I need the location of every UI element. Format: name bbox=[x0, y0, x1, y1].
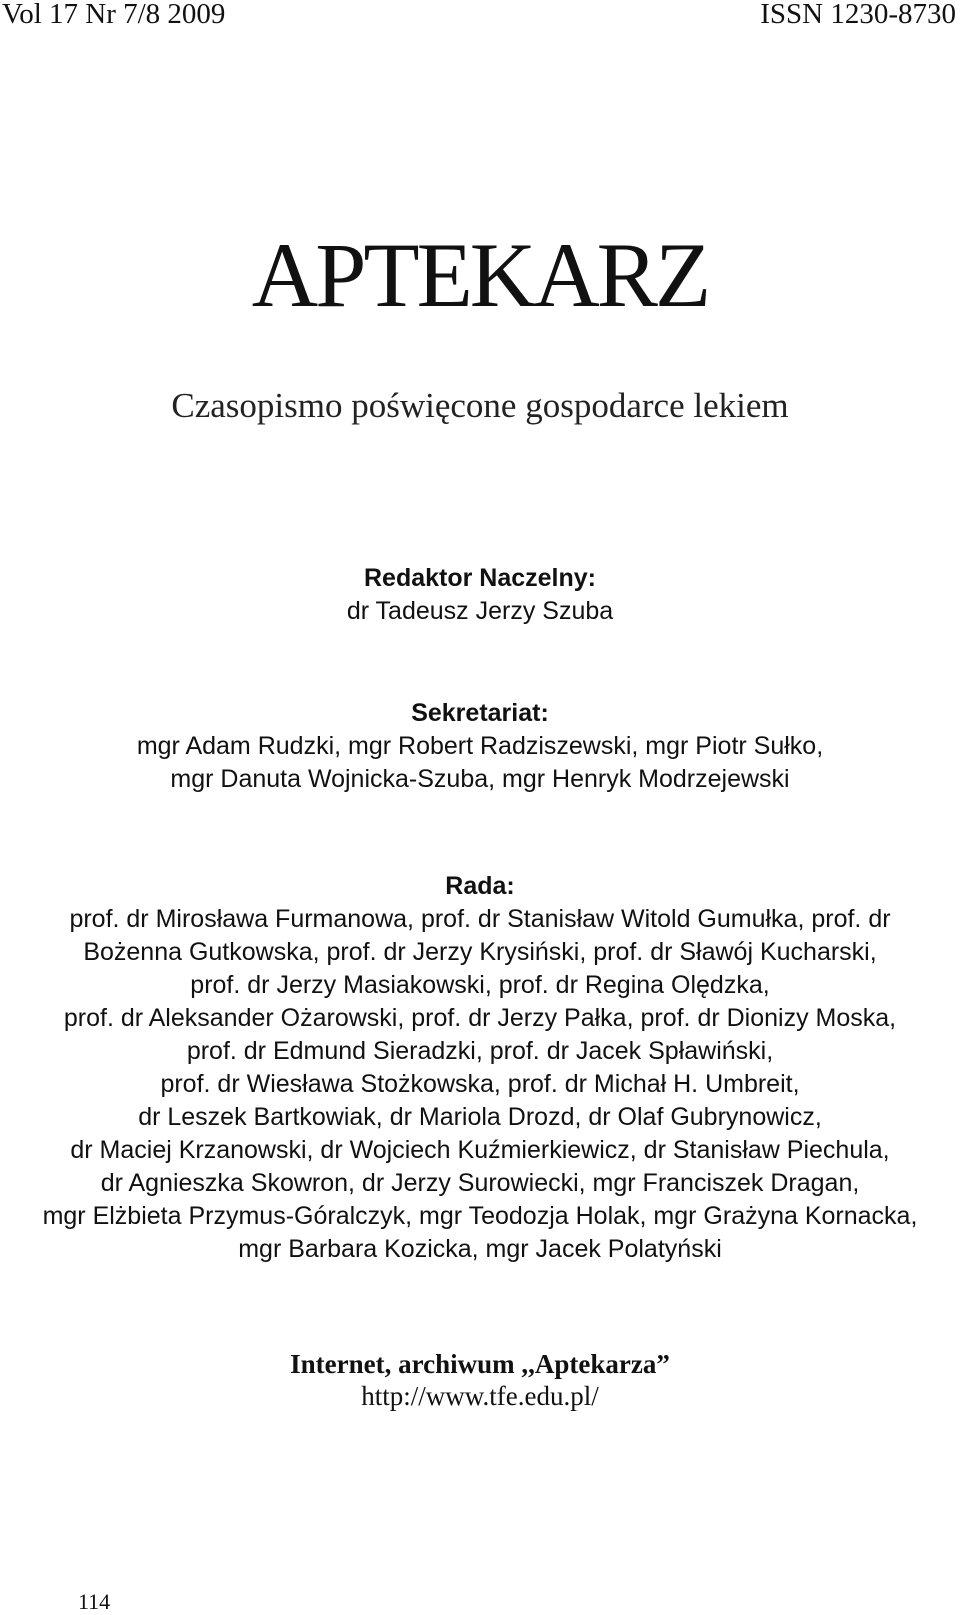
internet-archive-label: Internet, archiwum ,,Aptekarza” bbox=[290, 1349, 670, 1379]
editor-name: dr Tadeusz Jerzy Szuba bbox=[346, 597, 614, 625]
board-line: mgr Barbara Kozicka, mgr Jacek Polatyński bbox=[238, 1235, 722, 1263]
issn-number: ISSN 1230-8730 bbox=[760, 0, 956, 30]
board-section bbox=[0, 870, 960, 1266]
board-line: Bożenna Gutkowska, prof. dr Jerzy Krysiński, prof. dr Sławój Kucharski, bbox=[83, 938, 877, 966]
board-line: prof. dr Jerzy Masiakowski, prof. dr Regina Olędzka, bbox=[190, 971, 770, 999]
secretariat-section bbox=[0, 697, 960, 796]
board-line: dr Agnieszka Skowron, dr Jerzy Surowiecki, mgr Franciszek Dragan, bbox=[100, 1169, 860, 1197]
secretariat-line: mgr Adam Rudzki, mgr Robert Radziszewski, mgr Piotr Sułko, bbox=[136, 732, 824, 760]
board-line: prof. dr Edmund Sieradzki, prof. dr Jacek Spławiński, bbox=[186, 1037, 774, 1065]
page-number: 114 bbox=[78, 1589, 111, 1614]
secretariat-label: Sekretariat: bbox=[411, 699, 549, 727]
board-line: prof. dr Aleksander Ożarowski, prof. dr Jerzy Pałka, prof. dr Dionizy Moska, bbox=[63, 1004, 897, 1032]
volume-info: Vol 17 Nr 7/8 2009 bbox=[2, 0, 226, 30]
board-line: prof. dr Mirosława Furmanowa, prof. dr Stanisław Witold Gumułka, prof. dr bbox=[69, 905, 891, 933]
running-header bbox=[0, 0, 960, 30]
internet-archive-section bbox=[0, 1348, 960, 1412]
board-line: dr Leszek Bartkowiak, dr Mariola Drozd, dr Olaf Gubrynowicz, bbox=[138, 1103, 822, 1131]
journal-subtitle: Czasopismo poświęcone gospodarce lekiem bbox=[171, 386, 789, 425]
editor-section bbox=[0, 562, 960, 628]
secretariat-line: mgr Danuta Wojnicka-Szuba, mgr Henryk Modrzejewski bbox=[170, 765, 790, 793]
editor-label: Redaktor Naczelny: bbox=[363, 564, 597, 592]
board-line: dr Maciej Krzanowski, dr Wojciech Kuźmierkiewicz, dr Stanisław Piechula, bbox=[70, 1136, 890, 1164]
journal-title: APTEKARZ bbox=[251, 224, 709, 326]
board-line: prof. dr Wiesława Stożkowska, prof. dr Michał H. Umbreit, bbox=[160, 1070, 800, 1098]
board-label: Rada: bbox=[445, 872, 515, 900]
website-link[interactable]: http://www.tfe.edu.pl/ bbox=[361, 1381, 599, 1411]
board-line: mgr Elżbieta Przymus-Góralczyk, mgr Teodozja Holak, mgr Grażyna Kornacka, bbox=[42, 1202, 918, 1230]
